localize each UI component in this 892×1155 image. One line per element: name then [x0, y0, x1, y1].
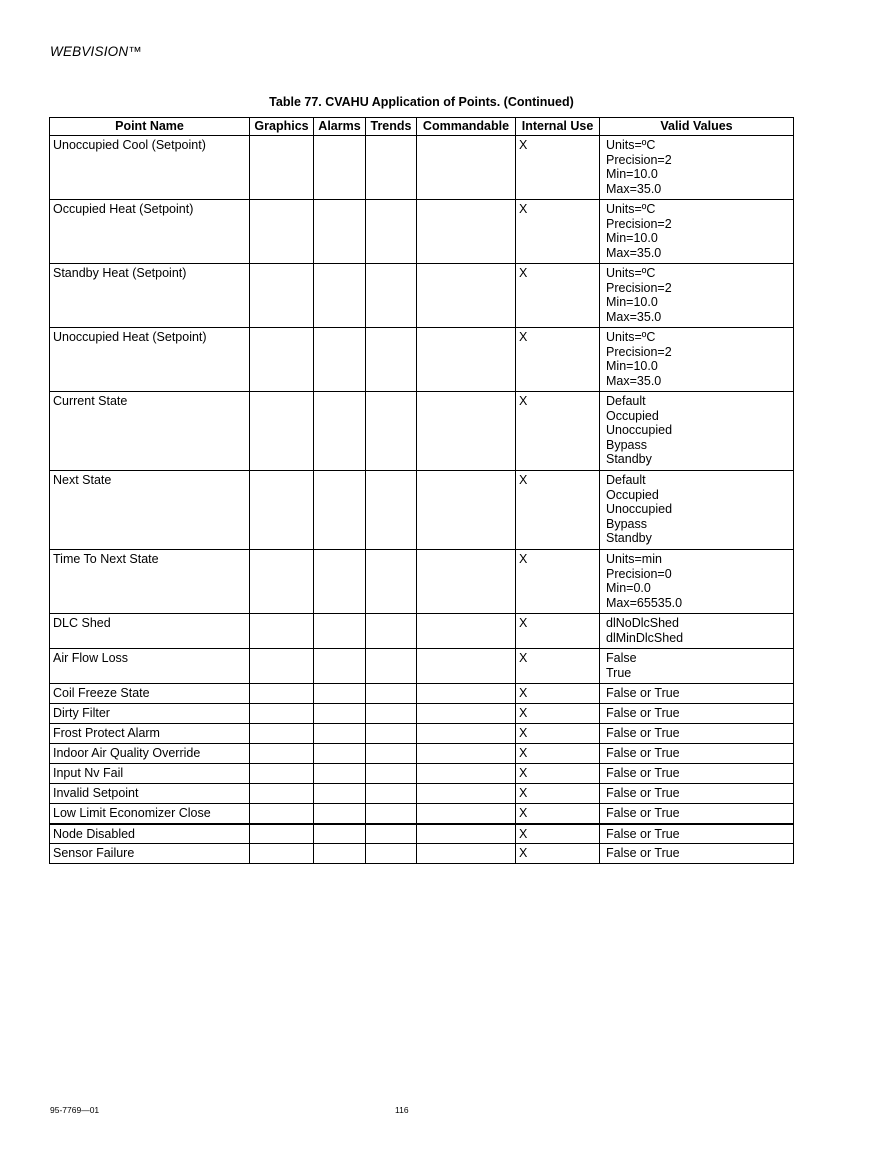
cell-alarms — [314, 392, 366, 471]
cell-internal-use: X — [516, 200, 600, 264]
table-header-row — [50, 118, 794, 136]
cell-point-name: Indoor Air Quality Override — [50, 744, 250, 764]
cell-alarms — [314, 744, 366, 764]
table-row — [50, 392, 794, 471]
cell-internal-use: X — [516, 764, 600, 784]
cell-alarms — [314, 764, 366, 784]
valid-value-line: Max=35.0 — [606, 373, 662, 388]
column-header-valid-values: Valid Values — [600, 118, 794, 136]
table-row — [50, 824, 794, 844]
cell-valid-values — [600, 704, 794, 724]
valid-value-line: Precision=2 — [606, 216, 672, 231]
table-title: Table 77. CVAHU Application of Points. (Continued) — [269, 95, 574, 109]
valid-value-line: False or True — [606, 826, 680, 841]
cell-commandable — [417, 764, 516, 784]
valid-value-line: Occupied — [606, 487, 659, 502]
table-row — [50, 804, 794, 824]
cell-trends — [366, 744, 417, 764]
cell-commandable — [417, 684, 516, 704]
valid-value-line: False or True — [606, 706, 680, 720]
cell-commandable — [417, 824, 516, 844]
valid-value-line: Precision=2 — [606, 344, 672, 359]
cell-commandable — [417, 200, 516, 264]
cell-point-name: DLC Shed — [50, 614, 250, 649]
cell-trends — [366, 764, 417, 784]
valid-value-line: False or True — [606, 766, 680, 780]
cell-internal-use: X — [516, 328, 600, 392]
column-header-alarms: Alarms — [314, 118, 366, 136]
cell-valid-values — [600, 471, 794, 550]
cell-graphics — [250, 724, 314, 744]
valid-value-line: Min=10.0 — [606, 231, 658, 246]
cell-graphics — [250, 392, 314, 471]
table-row — [50, 200, 794, 264]
valid-value-line: Units=ºC — [606, 266, 656, 280]
cell-point-name: Time To Next State — [50, 550, 250, 614]
cell-internal-use: X — [516, 649, 600, 684]
cell-alarms — [314, 550, 366, 614]
cell-trends — [366, 724, 417, 744]
cell-valid-values — [600, 744, 794, 764]
cell-commandable — [417, 392, 516, 471]
table-row — [50, 724, 794, 744]
cell-trends — [366, 649, 417, 684]
table-row — [50, 264, 794, 328]
cell-trends — [366, 684, 417, 704]
cell-alarms — [314, 844, 366, 864]
valid-value-line: Standby — [606, 531, 652, 546]
valid-value-line: Min=10.0 — [606, 167, 658, 182]
cell-point-name: Occupied Heat (Setpoint) — [50, 200, 250, 264]
cell-trends — [366, 136, 417, 200]
valid-value-line: Min=10.0 — [606, 295, 658, 310]
cell-trends — [366, 471, 417, 550]
cell-trends — [366, 704, 417, 724]
cell-internal-use: X — [516, 804, 600, 824]
cell-valid-values — [600, 824, 794, 844]
valid-value-line: Standby — [606, 452, 652, 467]
cell-graphics — [250, 744, 314, 764]
cell-alarms — [314, 824, 366, 844]
column-header-trends: Trends — [366, 118, 417, 136]
cell-graphics — [250, 824, 314, 844]
cell-point-name: Frost Protect Alarm — [50, 724, 250, 744]
valid-value-line: False or True — [606, 686, 680, 700]
cell-alarms — [314, 200, 366, 264]
valid-value-line: dlMinDlcShed — [606, 630, 684, 645]
cell-valid-values — [600, 764, 794, 784]
table-row — [50, 471, 794, 550]
valid-value-line: Min=10.0 — [606, 359, 658, 374]
cell-valid-values — [600, 200, 794, 264]
cell-alarms — [314, 614, 366, 649]
footer-page-number: 116 — [395, 1105, 409, 1115]
cell-trends — [366, 844, 417, 864]
valid-value-line: Max=35.0 — [606, 309, 662, 324]
cell-internal-use: X — [516, 724, 600, 744]
valid-value-line: Min=0.0 — [606, 581, 651, 596]
cell-graphics — [250, 764, 314, 784]
cell-graphics — [250, 614, 314, 649]
cell-internal-use: X — [516, 744, 600, 764]
valid-value-line: Default — [606, 473, 646, 487]
valid-value-line: Occupied — [606, 408, 659, 423]
cell-valid-values — [600, 264, 794, 328]
cell-internal-use: X — [516, 844, 600, 864]
cell-valid-values — [600, 614, 794, 649]
table-row — [50, 684, 794, 704]
table-row — [50, 744, 794, 764]
cell-point-name: Node Disabled — [50, 824, 250, 844]
cell-graphics — [250, 264, 314, 328]
cell-point-name: Invalid Setpoint — [50, 784, 250, 804]
column-header-point-name: Point Name — [50, 118, 250, 136]
cell-commandable — [417, 844, 516, 864]
cell-graphics — [250, 649, 314, 684]
valid-value-line: Default — [606, 394, 646, 408]
cell-alarms — [314, 704, 366, 724]
valid-value-line: Units=min — [606, 552, 662, 566]
cell-graphics — [250, 471, 314, 550]
valid-value-line: Max=65535.0 — [606, 595, 683, 610]
valid-value-line: Unoccupied — [606, 423, 673, 438]
table-row — [50, 649, 794, 684]
cell-internal-use: X — [516, 264, 600, 328]
cell-valid-values — [600, 136, 794, 200]
column-header-internal-use: Internal Use — [516, 118, 600, 136]
cell-alarms — [314, 804, 366, 824]
cell-point-name: Input Nv Fail — [50, 764, 250, 784]
table-row — [50, 550, 794, 614]
cell-alarms — [314, 724, 366, 744]
valid-value-line: Bypass — [606, 437, 647, 452]
valid-value-line: False or True — [606, 726, 680, 740]
cell-trends — [366, 614, 417, 649]
table-row — [50, 784, 794, 804]
table-row — [50, 844, 794, 864]
cell-trends — [366, 824, 417, 844]
cell-internal-use: X — [516, 392, 600, 471]
cell-point-name: Low Limit Economizer Close — [50, 804, 250, 824]
cell-point-name: Coil Freeze State — [50, 684, 250, 704]
table-row — [50, 614, 794, 649]
cell-internal-use: X — [516, 550, 600, 614]
valid-value-line: Precision=2 — [606, 152, 672, 167]
cell-valid-values — [600, 684, 794, 704]
valid-value-line: dlNoDlcShed — [606, 616, 679, 630]
cell-graphics — [250, 136, 314, 200]
cell-internal-use: X — [516, 684, 600, 704]
cell-valid-values — [600, 328, 794, 392]
cell-valid-values — [600, 649, 794, 684]
cell-point-name: Dirty Filter — [50, 704, 250, 724]
valid-value-line: False or True — [606, 746, 680, 760]
cell-trends — [366, 392, 417, 471]
table-row — [50, 764, 794, 784]
cell-alarms — [314, 649, 366, 684]
table-row — [50, 704, 794, 724]
valid-value-line: Units=ºC — [606, 138, 656, 152]
cell-trends — [366, 804, 417, 824]
cell-point-name: Air Flow Loss — [50, 649, 250, 684]
valid-value-line: False — [606, 651, 637, 665]
cell-commandable — [417, 704, 516, 724]
cell-alarms — [314, 264, 366, 328]
cell-point-name: Next State — [50, 471, 250, 550]
cell-alarms — [314, 328, 366, 392]
cell-commandable — [417, 264, 516, 328]
cell-commandable — [417, 724, 516, 744]
valid-value-line: False or True — [606, 846, 680, 861]
document-header-brand: WEBVISION™ — [50, 44, 143, 59]
valid-value-line: Precision=0 — [606, 566, 672, 581]
valid-value-line: Unoccupied — [606, 502, 673, 517]
cell-graphics — [250, 704, 314, 724]
table-row — [50, 328, 794, 392]
valid-value-line: Bypass — [606, 516, 647, 531]
cell-point-name: Unoccupied Cool (Setpoint) — [50, 136, 250, 200]
cell-valid-values — [600, 550, 794, 614]
cell-internal-use: X — [516, 824, 600, 844]
cell-valid-values — [600, 804, 794, 824]
cell-internal-use: X — [516, 614, 600, 649]
column-header-commandable: Commandable — [417, 118, 516, 136]
table-row — [50, 136, 794, 200]
cell-valid-values — [600, 844, 794, 864]
cell-alarms — [314, 684, 366, 704]
cell-graphics — [250, 844, 314, 864]
valid-value-line: Max=35.0 — [606, 181, 662, 196]
cell-commandable — [417, 784, 516, 804]
valid-value-line: Units=ºC — [606, 330, 656, 344]
valid-value-line: False or True — [606, 806, 680, 820]
column-header-graphics: Graphics — [250, 118, 314, 136]
cell-graphics — [250, 784, 314, 804]
cell-graphics — [250, 328, 314, 392]
cell-graphics — [250, 200, 314, 264]
cell-alarms — [314, 136, 366, 200]
cell-internal-use: X — [516, 136, 600, 200]
cell-alarms — [314, 784, 366, 804]
valid-value-line: False or True — [606, 786, 680, 800]
cell-commandable — [417, 328, 516, 392]
cell-valid-values — [600, 724, 794, 744]
cell-valid-values — [600, 392, 794, 471]
cell-alarms — [314, 471, 366, 550]
cell-commandable — [417, 471, 516, 550]
valid-value-line: Precision=2 — [606, 280, 672, 295]
cell-trends — [366, 784, 417, 804]
cell-trends — [366, 328, 417, 392]
cell-graphics — [250, 804, 314, 824]
cell-point-name: Unoccupied Heat (Setpoint) — [50, 328, 250, 392]
cell-valid-values — [600, 784, 794, 804]
cell-graphics — [250, 684, 314, 704]
valid-value-line: True — [606, 665, 632, 680]
points-table — [49, 117, 794, 864]
cell-commandable — [417, 614, 516, 649]
cell-point-name: Current State — [50, 392, 250, 471]
cell-internal-use: X — [516, 784, 600, 804]
cell-trends — [366, 550, 417, 614]
cell-point-name: Sensor Failure — [50, 844, 250, 864]
table-body — [50, 136, 794, 864]
valid-value-line: Units=ºC — [606, 202, 656, 216]
cell-trends — [366, 200, 417, 264]
cell-commandable — [417, 649, 516, 684]
valid-value-line: Max=35.0 — [606, 245, 662, 260]
cell-commandable — [417, 136, 516, 200]
cell-commandable — [417, 744, 516, 764]
cell-internal-use: X — [516, 471, 600, 550]
cell-internal-use: X — [516, 704, 600, 724]
cell-point-name: Standby Heat (Setpoint) — [50, 264, 250, 328]
cell-graphics — [250, 550, 314, 614]
footer-document-number: 95-7769—01 — [50, 1105, 100, 1115]
cell-trends — [366, 264, 417, 328]
cell-commandable — [417, 550, 516, 614]
cell-commandable — [417, 804, 516, 824]
